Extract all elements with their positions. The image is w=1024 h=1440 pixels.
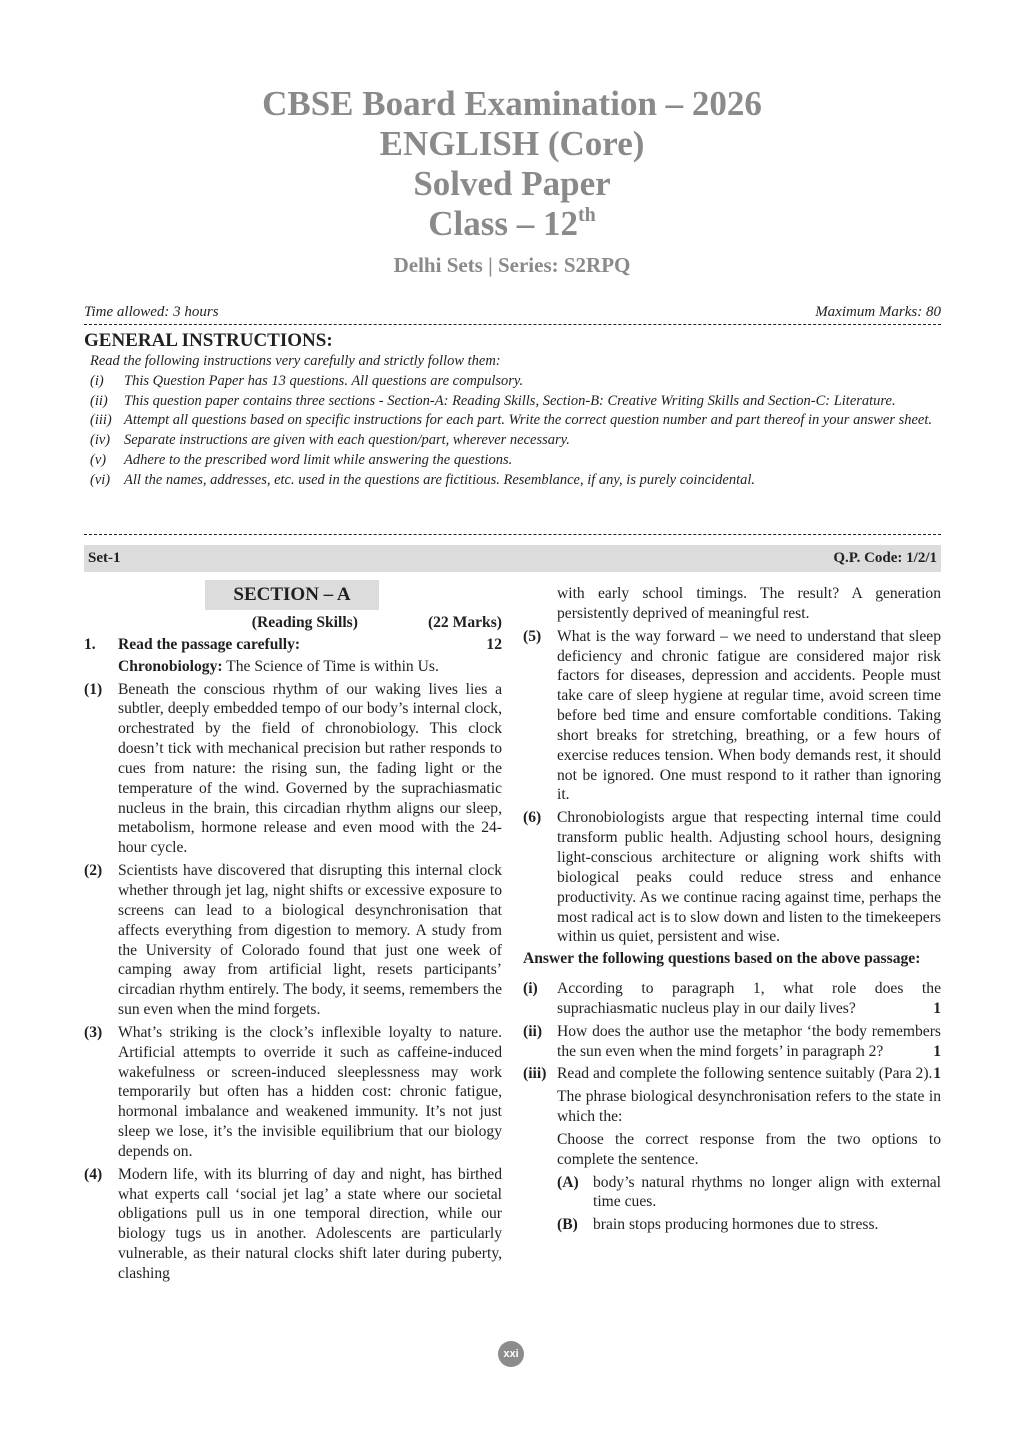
instruction-item <box>90 451 940 471</box>
question-stem: The phrase biological desynchronisation refers to the state in which the: <box>557 1088 941 1126</box>
instruction-num: (iii) <box>90 412 112 429</box>
general-instructions-title: GENERAL INSTRUCTIONS: <box>84 330 333 351</box>
instruction-text: All the names, addresses, etc. used in the questions are fictitious. Resemblance, if any, is purely coincidental. <box>124 471 756 488</box>
question-instruction: Read the passage carefully: <box>118 635 301 653</box>
section-heading: SECTION – A <box>205 580 379 610</box>
instruction-item <box>90 372 940 392</box>
question-marks: 12 <box>486 635 502 653</box>
passage-title-rest: The Science of Time is within Us. <box>222 657 439 675</box>
question-number: 1. <box>84 635 96 653</box>
passage-paragraph <box>523 627 941 806</box>
series-line: Delhi Sets | Series: S2RPQ <box>393 253 631 277</box>
paragraph-text: Modern life, with its blurring of day and night, has birthed what experts call ‘social jet lag’ a state where our societal obligations pull us in one temporal direction, while our biology tugs us in another. Adolescents are particularly vulnerable, as their natural clocks shift later during puberty, clashing <box>118 1165 502 1282</box>
section-marks: (22 Marks) <box>427 614 502 631</box>
paragraph-text: Scientists have discovered that disrupting this internal clock whether through jet lag, night shifts or excessive exposure to screens can lead to a biological desynchronisation that affects everything from digestion to memory. A study from the University of Colorado found that just one week of camping away from artificial light, resets participants’ circadian rhythm entirely. The body, it seems, remembers the sun even when the mind forgets. <box>118 862 502 1019</box>
passage-title <box>118 657 502 677</box>
general-instructions-list <box>90 352 940 491</box>
page-number-badge: xxi <box>498 1341 524 1367</box>
paragraph-number: (1) <box>84 680 103 698</box>
paragraph-text: What’s striking is the clock’s inflexible loyalty to nature. Artificial attempts to override it such as caffeine-induced wakefulness or screen-induced sleeplessness may work temporarily but often has a hidden cost: chronic fatigue, hormonal imbalance and weakened immunity. It’s not just sleep we lose, it’s the invisible equilibrium that our biology depends on. <box>118 1023 502 1160</box>
option-label: (B) <box>557 1216 578 1234</box>
paragraph-number: (5) <box>523 627 542 645</box>
instruction-num: (i) <box>90 372 104 389</box>
question-instruction-choose: Choose the correct response from the two options to complete the sentence. <box>557 1130 941 1168</box>
instruction-text: Attempt all questions based on specific instructions for each part. Write the correct question number and part thereof in your answer sheet. <box>124 412 933 429</box>
paper-type: Solved Paper <box>413 164 611 203</box>
question-1-header <box>84 635 502 655</box>
subject-title: ENGLISH (Core) <box>379 124 645 163</box>
sub-question-marks: 1 <box>933 1042 941 1060</box>
sub-question <box>523 1022 941 1062</box>
paragraph-number: (3) <box>84 1023 103 1041</box>
sub-question <box>523 1064 941 1084</box>
section-subtitle: (Reading Skills) <box>251 614 358 631</box>
paragraph-number: (2) <box>84 862 103 880</box>
option-text: body’s natural rhythms no longer align with external time cues. <box>593 1173 941 1211</box>
maximum-marks: Maximum Marks: 80 <box>815 304 941 320</box>
passage-paragraph <box>523 808 941 947</box>
paragraph-number: (6) <box>523 809 542 827</box>
instructions-intro: Read the following instructions very carefully and strictly follow them: <box>90 353 501 369</box>
passage-paragraph <box>84 1023 502 1162</box>
divider-dashed <box>84 324 941 325</box>
set-label: Set-1 <box>88 550 121 566</box>
passage-paragraph <box>84 680 502 859</box>
sub-question-text: How does the author use the metaphor ‘the body remembers the sun even when the mind forgets’ in paragraph 2? <box>557 1022 941 1060</box>
paragraph-text: Beneath the conscious rhythm of our waking lives lies a subtler, deeply embedded tempo of our body’s internal clock, orchestrated by the field of chronobiology. This clock doesn’t tick with mechanical precision but rather responds to cues from nature: the rising sun, the fading light or the temperature of the wind. Governed by the suprachiasmatic nucleus in the brain, this circadian rhythm aligns our sleep, metabolism, hormone release and even mood with the 24-hour cycle. <box>118 680 502 857</box>
sub-question-text: According to paragraph 1, what role does the suprachiasmatic nucleus play in our daily lives? <box>557 980 941 1017</box>
class-title-main: Class – 12 <box>428 204 578 243</box>
right-column <box>523 580 941 1235</box>
instruction-text: This question paper contains three sections - Section-A: Reading Skills, Section-B: Creative Writing Skills and Section-C: Literature. <box>124 392 896 409</box>
sub-question-number: (i) <box>523 980 538 998</box>
instruction-item <box>90 392 940 412</box>
instruction-text: This Question Paper has 13 questions. All questions are compulsory. <box>124 372 524 389</box>
instruction-item <box>90 471 940 491</box>
instruction-item <box>90 431 940 451</box>
sub-question <box>523 979 941 1019</box>
paragraph-text: What is the way forward – we need to understand that sleep deficiency and chronic fatigue are considered major risk factors for diseases, depression and accidents. People must take care of sleep hygiene at regular time, avoid screen time before bed time and ensure comfortable conditions. Taking short breaks for stretching, breathing, or a few hours of exercise reduces tension. When body demands rest, it should not be ignored. One must respond to it rather than ignoring it. <box>557 627 941 804</box>
paragraph-text: Chronobiologists argue that respecting internal time could transform public health. Adjusting school hours, designing light-conscious architecture or aligning work shifts with biological peaks could reduce stress and enhance productivity. As we continue racing against time, perhaps the most radical act is to slow down and listen to the timekeepers within us quiet, persistent and wise. <box>557 809 941 946</box>
instruction-text: Separate instructions are given with each question/part, wherever necessary. <box>124 432 570 449</box>
sub-question-marks: 1 <box>933 999 941 1017</box>
class-title-sup: th <box>577 204 596 226</box>
section-subheading <box>84 613 502 633</box>
sub-question-number: (iii) <box>523 1065 547 1083</box>
instruction-text: Adhere to the prescribed word limit while answering the questions. <box>124 451 513 468</box>
instruction-item <box>90 411 940 431</box>
paragraph-text: with early school timings. The result? A generation persistently deprived of meaningful rest. <box>557 585 941 622</box>
instruction-num: (iv) <box>90 432 111 449</box>
class-title <box>0 204 1024 244</box>
sub-question-body <box>557 1064 941 1084</box>
sub-question-marks: 1 <box>933 1065 941 1083</box>
paragraph-number: (4) <box>84 1165 103 1183</box>
passage-paragraph <box>84 861 502 1020</box>
sub-question-text: Read and complete the following sentence suitably (Para 2). <box>557 1065 933 1083</box>
exam-title: CBSE Board Examination – 2026 <box>262 84 762 123</box>
sub-question-body <box>557 979 941 1019</box>
answer-option-a <box>557 1173 941 1213</box>
passage-paragraph-continued <box>523 584 941 624</box>
set-bar <box>84 545 941 572</box>
paragraph-number <box>523 584 557 624</box>
option-label: (A) <box>557 1173 579 1191</box>
time-allowed: Time allowed: 3 hours <box>84 304 219 320</box>
option-text: brain stops producing hormones due to stress. <box>593 1216 879 1234</box>
paper-meta <box>84 304 941 321</box>
left-column <box>84 580 502 1284</box>
sub-question-number: (ii) <box>523 1022 543 1040</box>
qp-code: Q.P. Code: 1/2/1 <box>833 550 937 566</box>
answer-heading: Answer the following questions based on the above passage: <box>523 950 921 968</box>
instruction-num: (ii) <box>90 392 108 409</box>
divider-dashed <box>84 534 941 535</box>
sub-question-body <box>557 1022 941 1062</box>
paper-title-block <box>0 84 1024 278</box>
answer-option-b <box>557 1215 941 1235</box>
instruction-num: (v) <box>90 451 107 468</box>
passage-paragraph <box>84 1165 502 1284</box>
instruction-num: (vi) <box>90 471 111 488</box>
passage-title-bold: Chronobiology: <box>118 657 223 675</box>
